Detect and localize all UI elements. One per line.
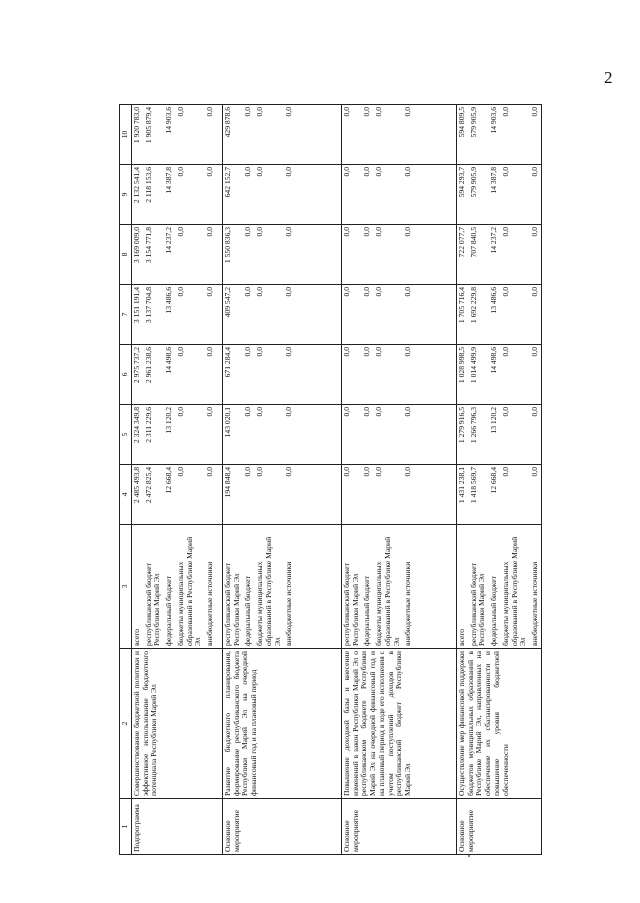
value: 1 550 836,3 — [223, 227, 232, 264]
value: 0,0 — [176, 227, 186, 237]
value: 0,0 — [242, 407, 252, 417]
value: 0,0 — [284, 227, 294, 237]
value: 0,0 — [529, 407, 539, 417]
value: 0,0 — [361, 347, 371, 357]
value-cell — [342, 405, 457, 465]
value: 0,0 — [361, 167, 371, 177]
value: 0,0 — [242, 227, 252, 237]
value-cell — [132, 225, 223, 285]
scan-speck — [468, 855, 470, 857]
value: 0,0 — [284, 167, 294, 177]
value: 0,0 — [342, 347, 351, 357]
col-header: 3 — [120, 525, 132, 649]
value: 0,0 — [204, 467, 214, 477]
value: 0,0 — [374, 347, 384, 357]
value: 0,0 — [501, 287, 511, 297]
value: 143 020,1 — [223, 407, 232, 438]
value: 0,0 — [403, 347, 413, 357]
funding-source: бюджеты муниципальных образований в Республике Марий Эл — [374, 536, 401, 646]
value: 3 151 191,4 — [132, 287, 141, 324]
value: 0,0 — [176, 407, 186, 417]
value: 12 668,4 — [164, 467, 174, 494]
funding-source: федеральный бюджет — [362, 576, 372, 646]
table-row — [223, 105, 342, 855]
value: 14 237,2 — [489, 227, 499, 254]
value: 579 905,9 — [468, 167, 478, 198]
value: 0,0 — [242, 167, 252, 177]
value-cell — [342, 285, 457, 345]
funding-source: бюджеты муниципальных образований в Республике Марий Эл — [500, 536, 528, 646]
col-header: 7 — [120, 285, 132, 345]
funding-source: федеральный бюджет — [489, 576, 499, 646]
value: 0,0 — [374, 287, 384, 297]
value: 0,0 — [204, 107, 214, 117]
value: 1 279 916,5 — [457, 407, 466, 444]
value: 0,0 — [403, 107, 413, 117]
col-header: 9 — [120, 165, 132, 225]
value: 0,0 — [255, 227, 265, 237]
value: 0,0 — [255, 347, 265, 357]
value: 3 154 771,8 — [143, 227, 153, 264]
value: 0,0 — [403, 407, 413, 417]
funding-source: внебюджетные источники — [403, 561, 413, 646]
value-cell — [342, 465, 457, 525]
value: 0,0 — [361, 407, 371, 417]
funding-source: федеральный бюджет — [164, 576, 174, 646]
value: 0,0 — [501, 167, 511, 177]
value-cell — [223, 465, 342, 525]
funding-sources-cell — [457, 525, 542, 649]
value: 0,0 — [284, 107, 294, 117]
funding-source: республиканский бюджет Республики Марий Эл — [342, 563, 360, 646]
value: 0,0 — [501, 227, 511, 237]
value-cell — [132, 405, 223, 465]
value: 429 878,6 — [223, 107, 232, 138]
value: 0,0 — [204, 407, 214, 417]
value: 0,0 — [361, 287, 371, 297]
value: 0,0 — [403, 467, 413, 477]
value: 1 266 796,3 — [468, 407, 478, 444]
value: 12 668,4 — [489, 467, 499, 494]
value: 0,0 — [176, 107, 186, 117]
value: 13 120,2 — [164, 407, 174, 434]
value: 0,0 — [403, 167, 413, 177]
value: 0,0 — [176, 467, 186, 477]
value: 0,0 — [342, 107, 351, 117]
col-header: 5 — [120, 405, 132, 465]
value: 0,0 — [529, 347, 539, 357]
value: 1 431 238,1 — [457, 467, 466, 504]
value-cell — [223, 405, 342, 465]
value: 0,0 — [361, 227, 371, 237]
value: 1 014 499,9 — [468, 347, 478, 384]
value: 13 120,2 — [489, 407, 499, 434]
value: 0,0 — [529, 167, 539, 177]
value: 0,0 — [403, 287, 413, 297]
value-cell — [132, 105, 223, 165]
value: 0,0 — [342, 227, 351, 237]
table-row — [132, 105, 223, 855]
value: 2 472 825,4 — [143, 467, 153, 504]
value: 1 692 229,8 — [468, 287, 478, 324]
value-cell — [223, 345, 342, 405]
value: 0,0 — [342, 167, 351, 177]
row-name: Развитие бюджетного планирования, формирование республиканского бюджета Республики Марий Эл на очередной финансовый год и на плановый период — [223, 649, 342, 799]
value: 2 961 238,6 — [143, 347, 153, 384]
funding-sources-cell — [223, 525, 342, 649]
value: 0,0 — [242, 467, 252, 477]
funding-sources-cell — [132, 525, 223, 649]
value: 0,0 — [361, 107, 371, 117]
col-header: 4 — [120, 465, 132, 525]
col-header: 2 — [120, 649, 132, 799]
value: 594 293,7 — [457, 167, 466, 198]
funding-source: бюджеты муниципальных образований в Республике Марий Эл — [175, 536, 203, 646]
value: 13 486,6 — [489, 287, 499, 314]
funding-sources-cell — [342, 525, 457, 649]
value-cell — [132, 465, 223, 525]
value: 14 387,8 — [489, 167, 499, 194]
value: 0,0 — [342, 287, 351, 297]
value: 0,0 — [284, 407, 294, 417]
row-name: Повышение доходной базы и внесение изменений в закон Республики Марий Эл о республиканском бюджете Республики Марий Эл на очередной финансовый год и на плановый период в ходе его исполнения с учетом поступлений доходов в республиканский бюджет Республики Марий Эл — [342, 649, 457, 799]
value: 0,0 — [374, 227, 384, 237]
header-row — [120, 105, 132, 855]
row-type: Подпрограмма — [132, 799, 223, 855]
value: 579 905,9 — [468, 107, 478, 138]
value: 0,0 — [501, 407, 511, 417]
value: 14 498,6 — [489, 347, 499, 374]
value: 3 169 009,0 — [132, 227, 141, 264]
value: 0,0 — [176, 167, 186, 177]
value-cell — [223, 165, 342, 225]
value: 0,0 — [529, 287, 539, 297]
value: 0,0 — [342, 467, 351, 477]
value-cell — [457, 165, 542, 225]
value: 2 324 349,8 — [132, 407, 141, 444]
value: 2 132 541,4 — [132, 167, 141, 204]
value-cell — [457, 225, 542, 285]
value: 14 903,6 — [164, 107, 174, 134]
value: 1 705 716,4 — [457, 287, 466, 324]
value-cell — [342, 225, 457, 285]
funding-source: всего — [132, 628, 141, 646]
value: 0,0 — [342, 407, 351, 417]
value: 0,0 — [242, 287, 252, 297]
value: 0,0 — [501, 107, 511, 117]
value: 642 152,7 — [223, 167, 232, 198]
value: 0,0 — [204, 167, 214, 177]
value: 0,0 — [176, 347, 186, 357]
page-number: 2 — [604, 68, 613, 87]
value: 0,0 — [284, 347, 294, 357]
value-cell — [342, 105, 457, 165]
value: 0,0 — [529, 107, 539, 117]
value: 2 311 229,6 — [143, 407, 153, 443]
value: 0,0 — [255, 167, 265, 177]
row-type: Основное мероприятие — [457, 799, 542, 855]
value-cell — [223, 225, 342, 285]
table-row — [457, 105, 542, 855]
value-cell — [132, 285, 223, 345]
funding-source: республиканский бюджет Республики Марий Эл — [223, 563, 241, 646]
value: 1 028 998,5 — [457, 347, 466, 384]
value: 0,0 — [501, 467, 511, 477]
funding-source: всего — [457, 628, 466, 646]
value-cell — [342, 345, 457, 405]
value: 0,0 — [284, 287, 294, 297]
value: 1 905 879,4 — [143, 107, 153, 144]
value: 0,0 — [255, 467, 265, 477]
value: 594 809,5 — [457, 107, 466, 138]
value: 0,0 — [403, 227, 413, 237]
value-cell — [457, 285, 542, 345]
value: 0,0 — [242, 107, 252, 117]
value: 2 975 737,2 — [132, 347, 141, 384]
value: 0,0 — [529, 227, 539, 237]
value: 671 284,4 — [223, 347, 232, 378]
col-header: 8 — [120, 225, 132, 285]
value: 0,0 — [529, 467, 539, 477]
row-name: Совершенствование бюджетной политики и эффективное использование бюджетного потенциала Республики Марий Эл — [132, 649, 223, 799]
funding-source: республиканский бюджет Республики Марий Эл — [143, 563, 162, 646]
value-cell — [223, 105, 342, 165]
value: 722 077,7 — [457, 227, 466, 258]
value: 3 137 704,8 — [143, 287, 153, 324]
value-cell — [457, 105, 542, 165]
rotated-table-container — [119, 105, 559, 855]
value: 1 418 569,7 — [468, 467, 478, 504]
value: 0,0 — [255, 407, 265, 417]
value: 0,0 — [255, 287, 265, 297]
funding-source: республиканский бюджет Республики Марий Эл — [468, 563, 487, 646]
value: 0,0 — [176, 287, 186, 297]
row-type: Основное мероприятие — [223, 799, 342, 855]
value: 14 237,2 — [164, 227, 174, 254]
value: 0,0 — [284, 467, 294, 477]
value-cell — [457, 345, 542, 405]
funding-source: внебюджетные источники — [205, 561, 215, 646]
value-cell — [132, 345, 223, 405]
value: 409 547,2 — [223, 287, 232, 318]
value: 2 118 153,6 — [143, 167, 153, 203]
row-type: Основное мероприятие — [342, 799, 457, 855]
value-cell — [342, 165, 457, 225]
value: 0,0 — [204, 227, 214, 237]
budget-table — [119, 104, 542, 855]
value: 14 387,8 — [164, 167, 174, 194]
value: 0,0 — [374, 107, 384, 117]
value: 13 486,6 — [164, 287, 174, 314]
value: 0,0 — [501, 347, 511, 357]
row-name: Осуществление мер финансовой поддержки бюджетов муниципальных образований в Республике Марий Эл, направленных на обеспечение их сбалансированности и повышение уровня бюджетной обеспеченности — [457, 649, 542, 799]
table-row — [342, 105, 457, 855]
col-header: 6 — [120, 345, 132, 405]
value: 0,0 — [204, 347, 214, 357]
value-cell — [223, 285, 342, 345]
value: 2 485 493,8 — [132, 467, 141, 504]
value: 0,0 — [242, 347, 252, 357]
funding-source: внебюджетные источники — [530, 561, 540, 646]
value: 0,0 — [204, 287, 214, 297]
funding-source: бюджеты муниципальных образований в Республике Марий Эл — [255, 536, 282, 646]
value: 0,0 — [361, 467, 371, 477]
value: 0,0 — [255, 107, 265, 117]
value: 14 903,6 — [489, 107, 499, 134]
value: 1 920 783,0 — [132, 107, 141, 144]
value: 707 840,5 — [468, 227, 478, 258]
value-cell — [457, 405, 542, 465]
value: 0,0 — [374, 167, 384, 177]
value: 0,0 — [374, 467, 384, 477]
funding-source: внебюджетные источники — [284, 561, 294, 646]
value-cell — [132, 165, 223, 225]
col-header: 10 — [120, 105, 132, 165]
value: 0,0 — [374, 407, 384, 417]
col-header: 1 — [120, 799, 132, 855]
funding-source: федеральный бюджет — [243, 576, 253, 646]
value-cell — [457, 465, 542, 525]
value: 194 848,4 — [223, 467, 232, 498]
value: 14 498,6 — [164, 347, 174, 374]
